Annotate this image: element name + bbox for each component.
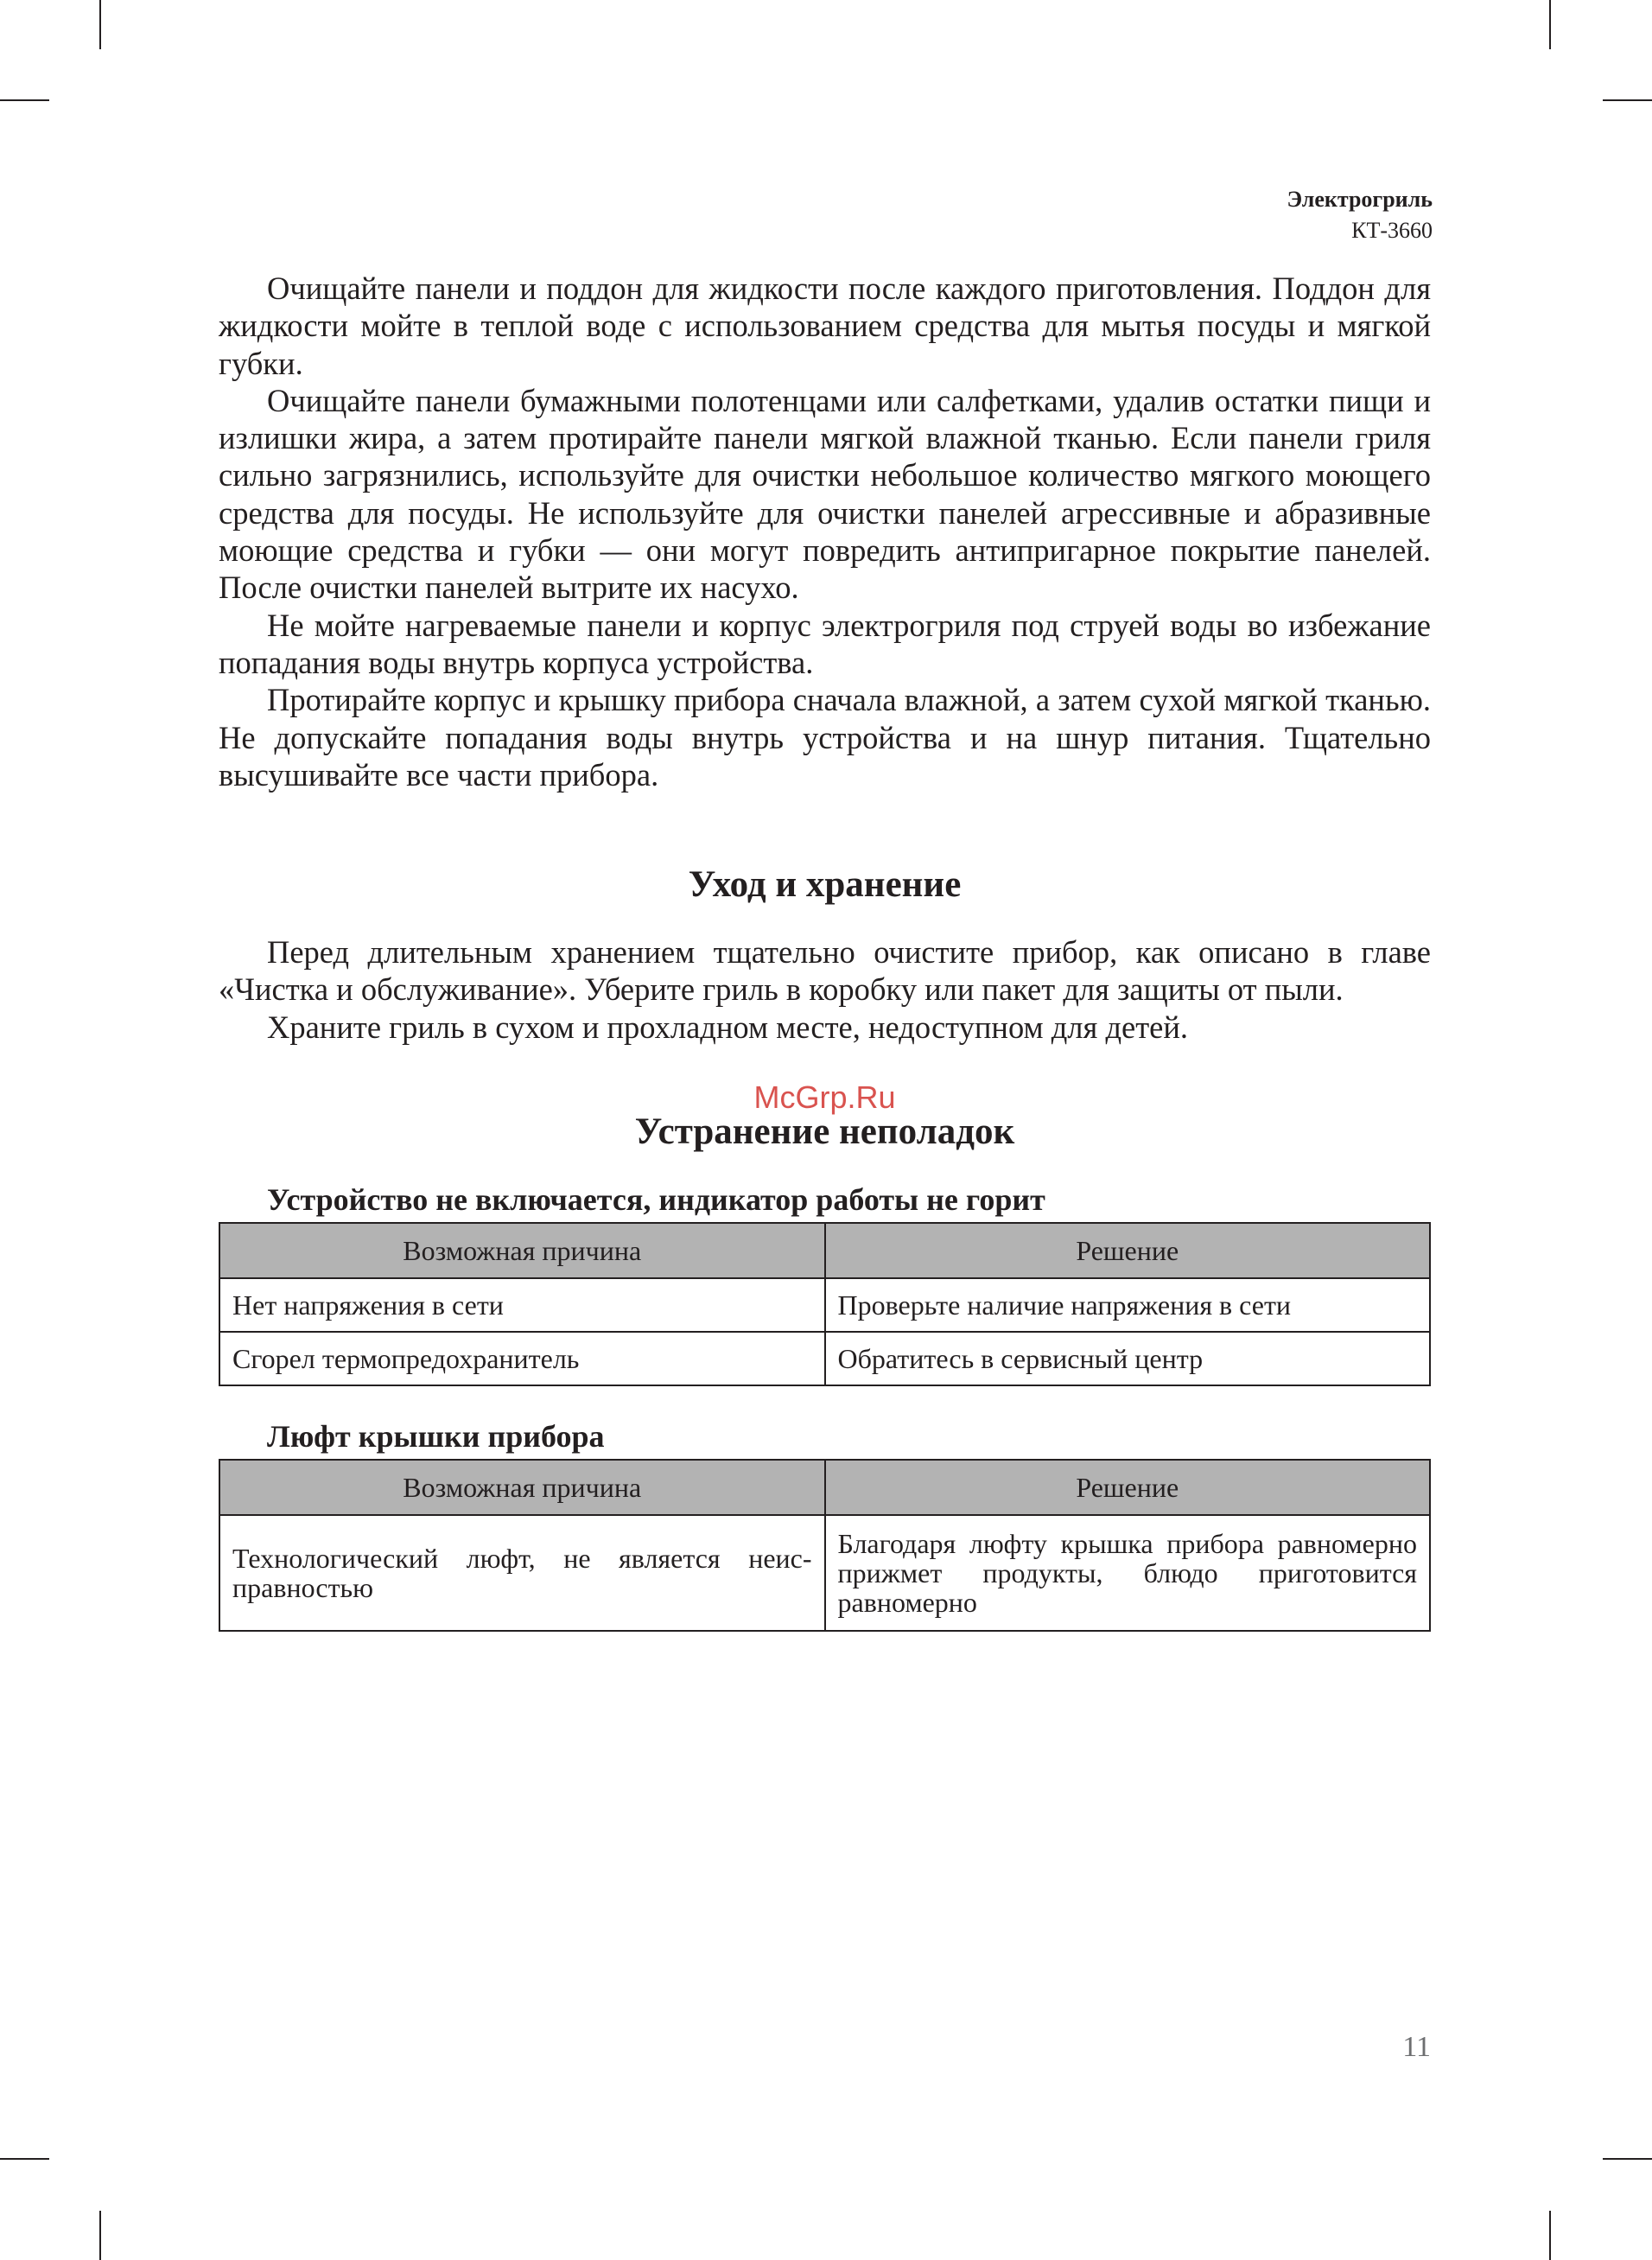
troubleshooting-table bbox=[219, 1222, 1431, 1386]
paragraph: Очищайте панели бумажными полотенцами или салфетками, удалив остатки пищи и излишки жира, а затем протирайте панели мягкой влажной тканью. Если панели гриля сильно загрязнились, используйте для очистки небольшое количество мягкого моющего средства для посуды. Не используйте для очистки панелей агрессивные и абразивные моющие средства и губки — они могут повредить антипригарное покрытие панелей. После очистки панелей вытрите их насухо. bbox=[219, 382, 1431, 606]
paragraph: Не мойте нагреваемые панели и корпус электрогриля под струей воды во избежание попадания воды внутрь корпуса устройства. bbox=[219, 607, 1431, 680]
table-header-row bbox=[219, 1460, 1430, 1515]
table-row bbox=[219, 1332, 1430, 1385]
column-header-solution: Решение bbox=[825, 1460, 1431, 1515]
crop-mark bbox=[1603, 99, 1652, 101]
cell-solution: Благодаря люфту крышка прибора равномерно прижмет продукты, блюдо приготовится равномерно bbox=[825, 1515, 1431, 1631]
crop-mark bbox=[1549, 2211, 1551, 2260]
crop-mark bbox=[0, 99, 49, 101]
paragraph: Храните гриль в сухом и прохладном месте, недоступном для детей. bbox=[267, 1009, 1189, 1045]
table-row bbox=[219, 1515, 1430, 1631]
table-row bbox=[219, 1278, 1430, 1332]
paragraph: Очищайте панели и поддон для жидкости после каждого приготовления. Поддон для жидкости мойте в теплой воде с использованием средства для мытья посуды и мягкой губки. bbox=[219, 271, 1431, 381]
crop-mark bbox=[1603, 2158, 1652, 2160]
cell-solution: Обратитесь в сервисный центр bbox=[825, 1332, 1431, 1385]
problem-title: Устройство не включается, индикатор работы не горит bbox=[267, 1182, 1045, 1218]
section-title-storage: Уход и хранение bbox=[688, 864, 962, 906]
problem-title: Люфт крышки прибора bbox=[267, 1419, 605, 1455]
header-model: КТ-3660 bbox=[1351, 218, 1433, 243]
section-title-troubleshooting: Устранение неполадок bbox=[634, 1111, 1015, 1153]
troubleshooting-table bbox=[219, 1459, 1431, 1632]
page-number: 11 bbox=[1402, 2031, 1431, 2063]
page-content bbox=[219, 270, 1431, 1632]
crop-mark bbox=[99, 2211, 101, 2260]
crop-mark bbox=[0, 2158, 49, 2160]
table-header-row bbox=[219, 1223, 1430, 1278]
paragraph: Перед длительным хранением тщательно очистите прибор, как описано в главе «Чистка и обслуживание». Уберите гриль в коробку или пакет для защиты от пыли. bbox=[219, 934, 1431, 1008]
crop-mark bbox=[1549, 0, 1551, 49]
crop-mark bbox=[99, 0, 101, 49]
column-header-cause: Возможная причина bbox=[219, 1223, 825, 1278]
cell-cause: Нет напряжения в сети bbox=[219, 1278, 825, 1332]
cell-solution: Проверьте наличие напряжения в сети bbox=[825, 1278, 1431, 1332]
cell-cause: Технологический люфт, не является неисправностью bbox=[219, 1515, 825, 1631]
column-header-cause: Возможная причина bbox=[219, 1460, 825, 1515]
running-header bbox=[1287, 184, 1433, 246]
paragraph: Протирайте корпус и крышку прибора сначала влажной, а затем сухой мягкой тканью. Не допускайте попадания воды внутрь устройства и на шнур питания. Тщательно высушивайте все части прибора. bbox=[219, 682, 1431, 793]
column-header-solution: Решение bbox=[825, 1223, 1431, 1278]
header-product: Электрогриль bbox=[1287, 187, 1433, 212]
watermark: McGrp.Ru bbox=[753, 1079, 896, 1116]
troubleshooting-heading bbox=[219, 1079, 1431, 1155]
cell-cause: Сгорел термопредохранитель bbox=[219, 1332, 825, 1385]
